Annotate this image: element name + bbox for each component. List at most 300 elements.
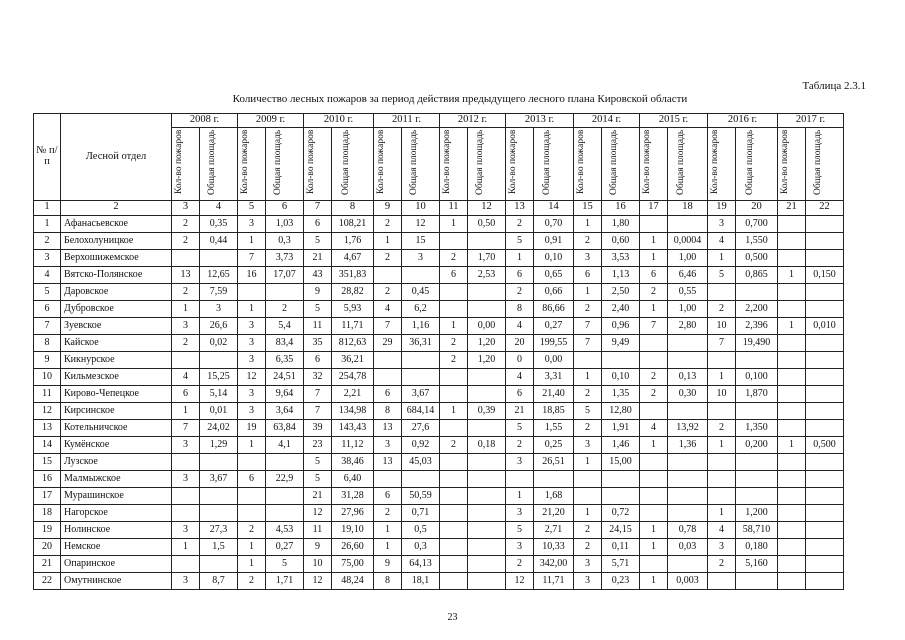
table-cell: 26,60 [332,538,374,555]
table-cell: 6 [374,487,402,504]
table-cell: 342,00 [534,555,574,572]
table-cell: 5 [574,402,602,419]
table-cell [806,572,844,589]
header-fire-count: Кол-во пожаров [575,129,586,195]
table-cell: 0,00 [468,317,506,334]
table-cell [736,572,778,589]
table-cell: 24,15 [602,521,640,538]
table-cell: 1 [708,436,736,453]
table-cell [736,453,778,470]
table-cell: 1,00 [668,249,708,266]
row-number: 4 [34,266,61,283]
fires-table [33,113,844,590]
row-number: 17 [34,487,61,504]
table-cell: 0,65 [534,266,574,283]
header-subcell [200,128,238,201]
table-cell: 0,865 [736,266,778,283]
table-cell [172,351,200,368]
header-year: 2016 г. [708,114,778,128]
forest-dept-name: Котельничское [61,419,172,436]
table-cell: 1 [574,368,602,385]
row-number: 8 [34,334,61,351]
table-cell: 0,00 [534,351,574,368]
forest-dept-name: Зуевское [61,317,172,334]
table-cell: 3 [708,538,736,555]
table-cell: 7 [172,419,200,436]
table-cell: 58,710 [736,521,778,538]
table-cell: 3,31 [534,368,574,385]
table-cell: 5 [304,470,332,487]
row-number: 2 [34,232,61,249]
table-cell: 6,46 [668,266,708,283]
table-cell [440,521,468,538]
table-row [34,232,844,249]
table-cell [266,283,304,300]
table-cell: 7,59 [200,283,238,300]
table-cell [778,368,806,385]
table-cell: 3,67 [402,385,440,402]
table-cell: 4,53 [266,521,304,538]
table-cell: 12 [402,215,440,232]
column-number: 3 [172,200,200,215]
table-row [34,317,844,334]
table-cell: 1 [708,504,736,521]
table-cell: 1,71 [266,572,304,589]
table-cell: 11,12 [332,436,374,453]
header-total-area: Общая площадь [474,129,485,195]
table-cell: 3 [374,436,402,453]
table-cell: 64,13 [402,555,440,572]
table-cell [440,368,468,385]
table-cell [668,470,708,487]
row-number: 15 [34,453,61,470]
header-subcell [708,128,736,201]
header-year: 2011 г. [374,114,440,128]
table-cell: 1,68 [534,487,574,504]
table-cell [806,402,844,419]
table-cell: 0,25 [534,436,574,453]
table-cell: 134,98 [332,402,374,419]
table-cell: 1,70 [468,249,506,266]
table-cell: 2 [374,249,402,266]
table-cell: 7 [304,385,332,402]
header-subcell [402,128,440,201]
table-cell: 5,93 [332,300,374,317]
table-cell: 0,010 [806,317,844,334]
table-cell: 2,200 [736,300,778,317]
table-row [34,402,844,419]
table-cell: 3 [172,317,200,334]
table-cell: 5 [304,300,332,317]
forest-dept-name: Кирово-Чепецкое [61,385,172,402]
table-cell: 9,64 [266,385,304,402]
table-cell: 39 [304,419,332,436]
table-cell [238,487,266,504]
table-cell: 3 [574,436,602,453]
table-cell [640,402,668,419]
table-cell: 1,35 [602,385,640,402]
table-cell [468,555,506,572]
table-cell [534,470,574,487]
table-cell: 0,10 [534,249,574,266]
table-cell: 21,40 [534,385,574,402]
table-cell: 3 [574,555,602,572]
table-cell [468,385,506,402]
table-cell [736,487,778,504]
table-cell: 7 [574,317,602,334]
table-cell: 1 [440,402,468,419]
header-subcell [468,128,506,201]
table-cell [806,300,844,317]
table-cell [468,572,506,589]
table-cell [778,419,806,436]
table-cell: 6,35 [266,351,304,368]
table-cell: 4 [374,300,402,317]
header-year: 2008 г. [172,114,238,128]
table-row [34,504,844,521]
table-cell: 11 [304,521,332,538]
table-cell [172,555,200,572]
column-number: 7 [304,200,332,215]
header-subcell [172,128,200,201]
table-cell [266,487,304,504]
header-fire-count: Кол-во пожаров [441,129,452,195]
table-cell [574,487,602,504]
table-cell: 36,21 [332,351,374,368]
table-cell: 0,5 [402,521,440,538]
table-cell: 2 [574,300,602,317]
column-number: 16 [602,200,640,215]
table-cell: 4 [708,521,736,538]
table-cell: 9,49 [602,334,640,351]
table-cell [402,266,440,283]
table-cell [440,504,468,521]
table-cell [668,555,708,572]
table-cell: 9 [304,538,332,555]
table-cell: 5 [708,266,736,283]
table-cell [468,470,506,487]
table-cell: 1 [640,436,668,453]
table-cell: 0,60 [602,232,640,249]
table-cell: 1 [640,249,668,266]
row-number: 19 [34,521,61,538]
table-cell: 2 [506,436,534,453]
table-cell [200,351,238,368]
table-cell: 27,96 [332,504,374,521]
table-cell: 21 [304,487,332,504]
table-cell: 1 [640,232,668,249]
table-cell: 0,66 [534,283,574,300]
column-number: 1 [34,200,61,215]
table-cell: 9 [374,555,402,572]
table-cell: 2 [374,283,402,300]
column-number: 22 [806,200,844,215]
table-cell [668,487,708,504]
table-cell: 2 [506,555,534,572]
table-number: Таблица 2.3.1 [802,80,866,92]
table-cell: 13,92 [668,419,708,436]
forest-dept-name: Нагорское [61,504,172,521]
table-cell [778,283,806,300]
table-cell: 1,29 [200,436,238,453]
table-cell [778,453,806,470]
table-cell: 3,53 [602,249,640,266]
table-cell: 2 [440,351,468,368]
table-cell: 4,1 [266,436,304,453]
table-cell: 108,21 [332,215,374,232]
forest-dept-name: Кильмезское [61,368,172,385]
table-cell: 19,490 [736,334,778,351]
table-cell: 5 [506,521,534,538]
table-cell: 3 [238,334,266,351]
table-cell: 6 [506,385,534,402]
table-cell: 12 [506,572,534,589]
table-cell: 0,44 [200,232,238,249]
table-cell: 15 [402,232,440,249]
table-cell: 0,500 [806,436,844,453]
table-cell [468,521,506,538]
table-cell: 11,71 [534,572,574,589]
header-subcell [238,128,266,201]
table-cell: 1,80 [602,215,640,232]
table-cell: 1 [172,300,200,317]
table-cell: 4 [506,368,534,385]
table-cell: 2 [506,215,534,232]
row-number: 16 [34,470,61,487]
table-cell: 3,67 [200,470,238,487]
table-cell: 7 [640,317,668,334]
table-cell [806,351,844,368]
table-cell: 21 [506,402,534,419]
table-cell [574,351,602,368]
table-cell: 1 [374,521,402,538]
table-cell: 20 [506,334,534,351]
table-cell: 0,0004 [668,232,708,249]
table-row [34,487,844,504]
table-cell [778,402,806,419]
table-cell [736,470,778,487]
header-year: 2017 г. [778,114,844,128]
table-cell: 0,55 [668,283,708,300]
table-cell [806,232,844,249]
table-cell: 27,6 [402,419,440,436]
table-cell: 8,7 [200,572,238,589]
table-cell: 1 [574,215,602,232]
table-cell: 0,96 [602,317,640,334]
table-cell: 3 [172,521,200,538]
table-cell: 3 [574,572,602,589]
column-number: 11 [440,200,468,215]
table-row [34,470,844,487]
row-number: 1 [34,215,61,232]
table-cell: 4 [708,232,736,249]
table-cell [238,453,266,470]
column-number: 15 [574,200,602,215]
table-cell [708,572,736,589]
table-cell [440,487,468,504]
table-cell: 0,23 [602,572,640,589]
column-number: 20 [736,200,778,215]
table-cell: 1,5 [200,538,238,555]
table-row [34,368,844,385]
table-cell: 32 [304,368,332,385]
table-cell: 4 [506,317,534,334]
table-cell [440,470,468,487]
table-cell: 1 [574,283,602,300]
table-cell: 1 [574,504,602,521]
table-cell [708,402,736,419]
table-cell [440,232,468,249]
table-cell: 6 [574,266,602,283]
table-cell [778,215,806,232]
table-row [34,453,844,470]
header-total-area: Общая площадь [675,129,686,195]
forest-dept-name: Белохолуницкое [61,232,172,249]
row-number: 11 [34,385,61,402]
table-cell [806,368,844,385]
table-row [34,283,844,300]
table-cell [806,334,844,351]
forest-dept-name: Омутнинское [61,572,172,589]
table-cell [640,453,668,470]
table-cell: 1,550 [736,232,778,249]
table-cell: 86,66 [534,300,574,317]
header-total-area: Общая площадь [744,129,755,195]
table-cell: 1,13 [602,266,640,283]
table-cell: 2 [238,521,266,538]
table-row [34,436,844,453]
table-cell [778,385,806,402]
table-cell [440,385,468,402]
table-cell: 2 [640,283,668,300]
table-cell: 2,396 [736,317,778,334]
table-cell: 3 [238,215,266,232]
table-cell: 2,40 [602,300,640,317]
table-cell: 2,80 [668,317,708,334]
table-cell [440,283,468,300]
table-cell: 0,03 [668,538,708,555]
table-cell: 31,28 [332,487,374,504]
table-cell: 7 [708,334,736,351]
table-cell: 1,20 [468,334,506,351]
table-cell: 3 [506,538,534,555]
table-cell: 8 [374,572,402,589]
table-cell: 3 [238,402,266,419]
table-cell: 0 [506,351,534,368]
table-cell: 1 [640,300,668,317]
table-cell: 0,3 [266,232,304,249]
table-cell: 24,51 [266,368,304,385]
header-subcell [602,128,640,201]
table-cell: 50,59 [402,487,440,504]
table-row [34,300,844,317]
header-total-area: Общая площадь [408,129,419,195]
table-cell: 3 [574,249,602,266]
row-number: 18 [34,504,61,521]
table-cell [440,419,468,436]
header-forest-dept: Лесной отдел [61,114,172,201]
table-cell [602,351,640,368]
table-cell [736,402,778,419]
table-cell [172,487,200,504]
header-fire-count: Кол-во пожаров [507,129,518,195]
table-cell [640,470,668,487]
header-subcell [374,128,402,201]
row-number: 3 [34,249,61,266]
table-cell: 13 [374,419,402,436]
table-cell: 2 [440,249,468,266]
table-cell [806,555,844,572]
table-cell: 7 [304,402,332,419]
table-cell [708,283,736,300]
column-number: 17 [640,200,668,215]
table-cell: 18,1 [402,572,440,589]
table-cell [778,538,806,555]
column-number: 5 [238,200,266,215]
table-cell: 3 [200,300,238,317]
table-cell [402,368,440,385]
table-cell: 0,18 [468,436,506,453]
table-cell: 0,27 [534,317,574,334]
table-cell: 12 [304,572,332,589]
table-cell: 2 [172,283,200,300]
table-cell: 1 [440,215,468,232]
column-number: 9 [374,200,402,215]
table-cell: 2,53 [468,266,506,283]
column-number: 14 [534,200,574,215]
header-subcell [806,128,844,201]
table-cell: 3 [506,504,534,521]
table-cell: 26,6 [200,317,238,334]
table-cell: 4 [172,368,200,385]
table-cell: 1 [640,521,668,538]
table-cell [668,334,708,351]
table-cell: 27,3 [200,521,238,538]
table-cell: 11 [304,317,332,334]
table-cell: 2,71 [534,521,574,538]
header-fire-count: Кол-во пожаров [641,129,652,195]
table-cell: 2 [374,504,402,521]
table-cell: 43 [304,266,332,283]
table-cell [668,504,708,521]
table-cell: 83,4 [266,334,304,351]
table-cell [172,249,200,266]
table-cell: 1,350 [736,419,778,436]
table-cell: 18,85 [534,402,574,419]
table-cell: 254,78 [332,368,374,385]
table-cell: 11,71 [332,317,374,334]
header-fire-count: Кол-во пожаров [239,129,250,195]
forest-dept-name: Кирсинское [61,402,172,419]
table-cell [374,266,402,283]
header-subcell [736,128,778,201]
table-cell: 19 [238,419,266,436]
table-title: Количество лесных пожаров за период действия предыдущего лесного плана Кировской области [232,93,688,105]
table-cell: 1 [238,436,266,453]
table-cell: 1 [778,317,806,334]
header-total-area: Общая площадь [272,129,283,195]
header-subcell [266,128,304,201]
table-cell [778,487,806,504]
table-cell [778,249,806,266]
header-subcell [640,128,668,201]
row-number: 5 [34,283,61,300]
table-cell [374,351,402,368]
header-subcell [574,128,602,201]
header-fire-count: Кол-во пожаров [779,129,790,195]
table-cell: 22,9 [266,470,304,487]
column-number: 13 [506,200,534,215]
